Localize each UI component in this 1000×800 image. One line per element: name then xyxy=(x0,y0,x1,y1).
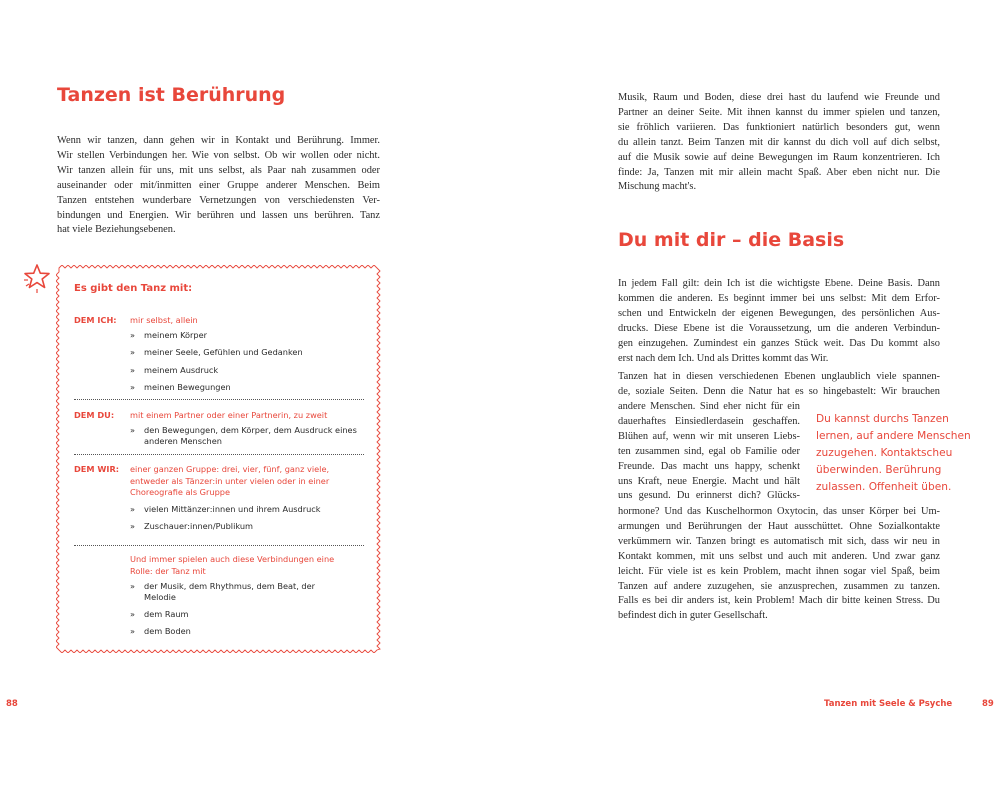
text-line: erst nach dem Ich. Und als Drittes kommt das Wir. xyxy=(618,352,829,364)
divider xyxy=(74,545,364,546)
text-line: hat viele Beziehungsebenen. xyxy=(57,224,176,236)
left-intro-paragraph xyxy=(57,134,380,238)
text-line: de, soziale Seiten. Denn die Natur hat es so hingebastelt: Wir brauchen xyxy=(618,385,940,397)
text-line: auf die Musik sowie auf deine Bewegungen im Raum konzentrieren. Ich xyxy=(618,151,940,163)
divider xyxy=(74,454,364,455)
page-number-right: 89 xyxy=(982,699,994,709)
text-line: armungen und Berührungen der Haut ausschüttet. Ohne Sozialkontakte xyxy=(618,520,940,532)
text-line: Kontakt kommen, mit uns selbst und auch mit anderen. Und zwar ganz xyxy=(618,550,940,562)
list-item: » meinem Körper xyxy=(130,330,208,340)
page-number-left: 88 xyxy=(6,699,18,709)
list-item: » der Musik, dem Rhythmus, dem Beat, der Melodie xyxy=(130,581,316,602)
text-line: Tanzen entstehen wunderbare Vernetzungen von verschiedensten Ver- xyxy=(57,194,380,206)
quote-line: zulassen. Offenheit üben. xyxy=(816,481,952,493)
right-paragraph-2-top xyxy=(618,370,940,400)
divider xyxy=(74,399,364,400)
text-line: uns gesund. Du erinnerst dich? Glücks- xyxy=(618,490,800,502)
text-line: kommen die anderen. Es beginnt immer bei uns selbst: Mit dem Erfor- xyxy=(618,292,940,304)
section-label: DEM DU: xyxy=(74,410,115,420)
quote-line: Du kannst durchs Tanzen xyxy=(816,413,949,425)
right-top-paragraph xyxy=(618,91,940,195)
text-line: verkümmern wir. Tanzen bringt es automatisch mit sich, dass wir neu in xyxy=(618,535,940,547)
section-label: DEM ICH: xyxy=(74,315,117,325)
text-line: gen einzugehen. Zumindest ein ganzes Stück weit. Das Du kommt also xyxy=(618,337,940,349)
text-line: drucks. Diese Ebene ist die Voraussetzung, um die anderen Verbindun- xyxy=(618,322,940,334)
text-line: Tanzen hat in diesen verschiedenen Ebenen unglaublich viele spannen- xyxy=(618,371,940,382)
text-line: Mischung macht's. xyxy=(618,181,697,193)
pull-quote xyxy=(816,411,986,496)
right-paragraph-2-narrow xyxy=(618,400,800,504)
text-line: Falls es bei dir anders ist, kein Problem! Mach dir bitte keinen Stress. Du xyxy=(618,595,940,607)
quote-line: überwinden. Berührung xyxy=(816,464,942,476)
list-item: » dem Boden xyxy=(130,626,191,637)
text-line: Tanzen auf andere zuzugehen, sie anzusprechen, zusammen zu tanzen. xyxy=(618,580,940,592)
section-label: DEM WIR: xyxy=(74,464,120,474)
right-paragraph-2-bottom xyxy=(618,505,940,624)
text-line: ten zusammen sind, egal ob Familie oder xyxy=(618,445,800,457)
text-line: finde: Ja, Tanzen mit mir allein macht Spaß. Aber eben nicht nur. Die xyxy=(618,166,940,178)
list-item: » Zuschauer:innen/Publikum xyxy=(130,521,253,532)
text-line: andere Menschen. Sind eher nicht für ein xyxy=(618,401,800,412)
text-line: leicht. Für viele ist es kein Problem, macht ihnen sogar viel Spaß, beim xyxy=(618,565,940,577)
list-item: » meiner Seele, Gefühlen und Gedanken xyxy=(130,347,303,358)
list-item: » meinem Ausdruck xyxy=(130,364,219,375)
section-description: Und immer spielen auch diese Verbindungen eine Rolle: der Tanz mit xyxy=(130,554,335,576)
text-line: sie fröhlich variieren. Das funktioniert natürlich besonders gut, wenn xyxy=(618,121,940,133)
box-title: Es gibt den Tanz mit: xyxy=(74,283,193,294)
text-line: Wir tanzen allein für uns, mit uns selbst, als Paar nah zusammen oder xyxy=(57,164,380,176)
star-icon xyxy=(22,262,52,301)
text-line: In jedem Fall gilt: dein Ich ist die wichtigste Ebene. Deine Basis. Dann xyxy=(618,278,940,289)
list-item: » den Bewegungen, dem Körper, dem Ausdruck eines anderen Menschen xyxy=(130,425,357,446)
right-heading: Du mit dir – die Basis xyxy=(618,229,845,251)
section-description: einer ganzen Gruppe: drei, vier, fünf, ganz viele, entweder als Tänzer:in unter vielen oder in einer Choreografie als Gruppe xyxy=(130,464,330,497)
list-item: » dem Raum xyxy=(130,609,189,620)
quote-line: lernen, auf andere Menschen xyxy=(816,430,971,442)
text-line: auseinander oder mit/inmitten einer Gruppe anderer Menschen. Beim xyxy=(57,179,380,191)
section-description: mit einem Partner oder einer Partnerin, zu zweit xyxy=(130,410,328,420)
text-line: du allein tanzt. Beim Tanzen mit dir kannst du dich voll auf dich selbst, xyxy=(618,136,940,148)
text-line: Musik, Raum und Boden, diese drei hast du laufend wie Freunde und xyxy=(618,92,940,103)
text-line: bindungen und Energien. Wir berühren und lassen uns berühren. Tanz xyxy=(57,209,380,221)
section-description: mir selbst, allein xyxy=(130,315,198,325)
text-line: hormone? Und das Kuschelhormon Oxytocin, das unser Körper bei Um- xyxy=(618,506,940,517)
list-item: » vielen Mittänzer:innen und ihrem Ausdruck xyxy=(130,504,321,514)
text-line: uns Kraft, neue Energie. Macht und hält xyxy=(618,475,800,487)
text-line: Partner an deiner Seite. Mit ihnen kannst du immer spielen und tanzen, xyxy=(618,106,940,118)
text-line: Blühen auf, wenn wir mit unseren Liebs- xyxy=(618,430,800,442)
list-item: » meinen Bewegungen xyxy=(130,381,231,392)
text-line: schen und Entwickeln der eigenen Bewegungen, des persönlichen Aus- xyxy=(618,307,940,319)
text-line: dauerhaftes Einsiedlerdasein geschaffen. xyxy=(618,415,800,427)
quote-line: zuzugehen. Kontaktscheu xyxy=(816,447,953,459)
text-line: Freunde. Das macht uns happy, schenkt xyxy=(618,460,800,472)
text-line: befindest dich in guter Gesellschaft. xyxy=(618,610,768,622)
info-box xyxy=(56,265,381,653)
left-heading: Tanzen ist Berührung xyxy=(57,84,286,106)
text-line: Wir stellen Verbindungen her. Wie von selbst. Ob wir wollen oder nicht. xyxy=(57,149,380,161)
text-line: Wenn wir tanzen, dann gehen wir in Kontakt und Berührung. Immer. xyxy=(57,135,380,146)
right-paragraph-1 xyxy=(618,277,940,366)
running-footer: Tanzen mit Seele & Psyche xyxy=(824,699,953,709)
